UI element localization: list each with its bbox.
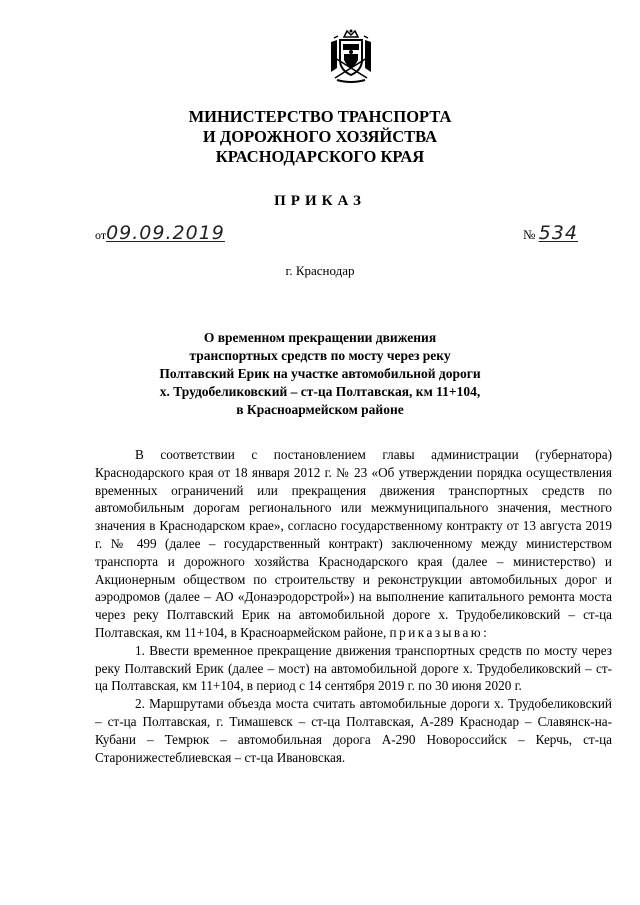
title-line: Полтавский Ерик на участке автомобильной дороги (159, 366, 481, 381)
title-line: О временном прекращении движения (203, 330, 437, 345)
number-prefix: № (523, 227, 536, 242)
order-number-line (523, 222, 578, 244)
preamble-text: В соответствии с постановлением главы администрации (губернатора) Краснодарского края от 18 января 2012 г. № 23 «Об утверждении порядка осуществления временных ограничений или прекращения движения транспортных средств по автомобильным дорогам регионального или межмуниципального значения, местного значения в Краснодарском крае», согласно государственному контракту от 13 августа 2019 г. № 499 (далее – государственный контракт) заключенному между министерством транспорта и дорожного хозяйства Краснодарского края (далее – министерство) и Акционерным обществом по строительству и реконструкции автомобильных дорог и аэродромов (далее – АО «Донаэродорстрой») на выполнение капитального ремонта моста через реку Полтавский Ерик на автомобильной дороге х. Трудобеликовский – ст-ца Полтавская, км 11+104, в Красноармейском районе, (95, 447, 612, 640)
order-word: приказываю: (389, 624, 490, 640)
order-date: 09.09.2019 (106, 222, 225, 244)
ministry-line: И ДОРОЖНОГО ХОЗЯЙСТВА (202, 127, 438, 146)
order-title (0, 329, 640, 419)
city: г. Краснодар (285, 263, 355, 278)
order-number: 534 (538, 222, 578, 244)
coat-of-arms-icon (327, 28, 375, 84)
preamble-paragraph (95, 446, 612, 642)
document-type: ПРИКАЗ (274, 193, 366, 209)
ministry-line: КРАСНОДАРСКОГО КРАЯ (215, 147, 425, 166)
ministry-line: МИНИСТЕРСТВО ТРАНСПОРТА (188, 107, 452, 126)
order-date-line (95, 222, 225, 244)
item-1-paragraph: 1. Ввести временное прекращение движения транспортных средств по мосту через реку Полтавский Ерик (далее – мост) на автомобильной дороге х. Трудобеликовский – ст-ца Полтавская, км 11+104, в период с 14 сентября 2019 г. по 30 июня 2020 г. (95, 642, 612, 694)
order-body (95, 446, 612, 766)
item-2-paragraph: 2. Маршрутами объезда моста считать автомобильные дороги х. Трудобеликовский – ст-ца Полтавская, г. Тимашевск – ст-ца Полтавская, А-289 Краснодар – Славянск-на-Кубани – Темрюк – автомобильная дорога А-290 Новороссийск – Керчь, ст-ца Старонижестеблиевская – ст-ца Ивановская. (95, 696, 612, 765)
title-line: х. Трудобеликовский – ст-ца Полтавская, км 11+104, (159, 384, 481, 399)
title-line: транспортных средств по мосту через реку (189, 348, 451, 363)
ministry-header (0, 107, 640, 167)
title-line: в Красноармейском районе (236, 402, 404, 417)
date-prefix: от (95, 228, 107, 242)
